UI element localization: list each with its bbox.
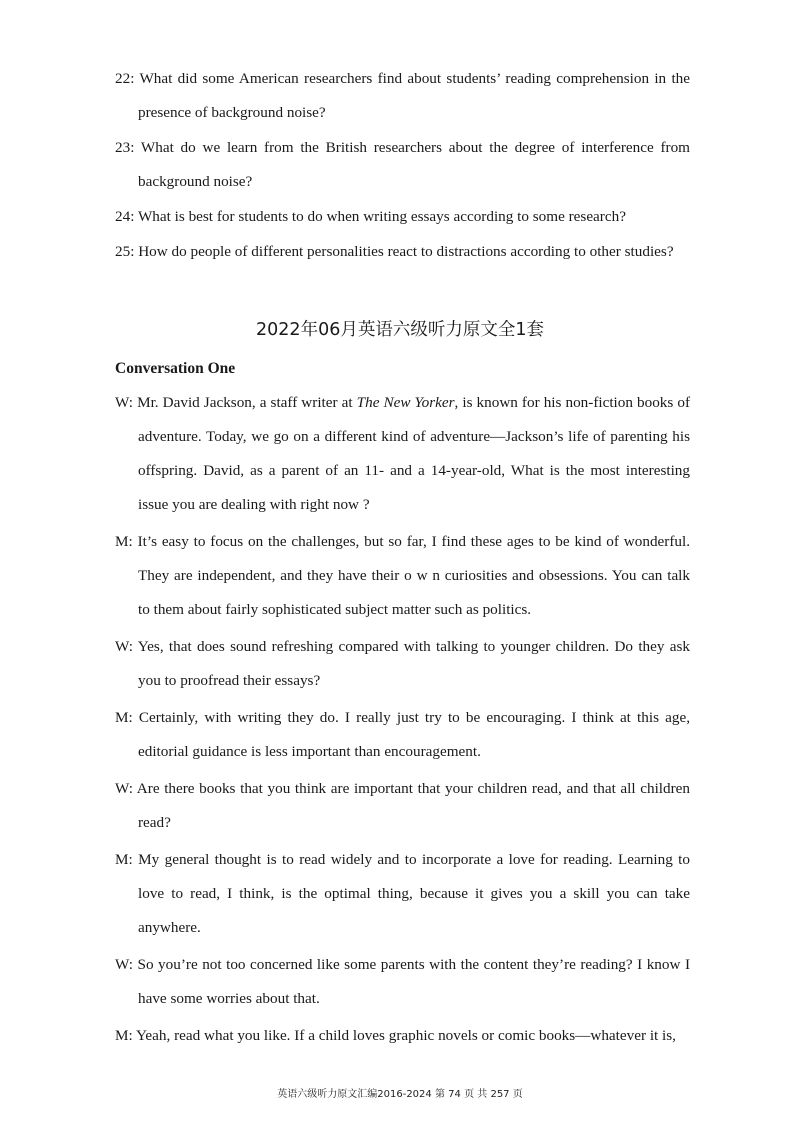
question-item [115,235,690,269]
question-number: 25: [115,243,135,260]
question-item [115,131,690,199]
dialogue-turn [115,525,690,627]
question-item [115,62,690,130]
question-item [115,200,690,234]
question-text: What is best for students to do when writing essays according to some research? [137,208,626,225]
dialogue-text: So you’re not too concerned like some parents with the content they’re reading? I know I have some worries about that. [137,956,691,1007]
dialogue-turn [115,630,690,698]
question-number: 23: [115,139,135,156]
question-number: 24: [115,208,135,225]
question-text: What did some American researchers find about students’ reading comprehension in the presence of background noise? [138,70,690,121]
dialogue-turn [115,1019,690,1053]
dialogue-turn [115,386,690,522]
publication-title: The New Yorker [356,394,455,411]
speaker-label: W: [115,780,133,797]
speaker-label: W: [115,394,133,411]
dialogue-text: Certainly, with writing they do. I really just try to be encouraging. I think at this age, editorial guidance is less important than encouragement. [138,709,691,760]
footer-total-pages: 257 [490,1089,510,1100]
footer-source: 英语六级听力原文汇编2016-2024 [277,1089,432,1100]
question-list [115,62,690,270]
dialogue-turn [115,772,690,840]
footer-total-prefix: 共 [477,1089,488,1100]
speaker-label: M: [115,533,133,550]
footer-total-unit: 页 [512,1089,523,1100]
footer-page-prefix: 第 [434,1089,445,1100]
speaker-label: W: [115,956,133,973]
dialogue-text: My general thought is to read widely and to incorporate a love for reading. Learning to love to read, I think, is the optimal thing, because it gives you a skill you can take anywhere. [138,851,690,936]
dialogue-turn [115,948,690,1016]
conversation-heading: Conversation One [115,360,236,377]
speaker-label: M: [115,851,133,868]
dialogue-turn [115,701,690,769]
conversation [115,354,690,1056]
speaker-label: W: [115,638,133,655]
dialogue-text: , is known for his non-fiction books of adventure. Today, we go on a different kind of adventure—Jackson’s life of parenting his offspring. David, as a parent of an 11- and a 14-year-old, What is the most interesting issue you are dealing with right now ? [138,394,691,513]
dialogue-text: Mr. David Jackson, a staff writer at [137,394,357,411]
dialogue-text: Yes, that does sound refreshing compared with talking to younger children. Do they ask you to proofread their essays? [137,638,690,689]
question-text: What do we learn from the British researchers about the degree of interference from background noise? [138,139,690,190]
section-title: 2022年06月英语六级听力原文全1套 [256,320,544,340]
speaker-label: M: [115,709,133,726]
dialogue-text: It’s easy to focus on the challenges, but so far, I find these ages to be kind of wonderful. They are independent, and they have their o w n curiosities and obsessions. You can talk to them about fairly sophisticated subject matter such as politics. [137,533,691,618]
dialogue-turn [115,843,690,945]
speaker-label: M: [115,1027,133,1044]
page-footer [0,1085,800,1100]
footer-page-unit: 页 [464,1089,475,1100]
question-text: How do people of different personalities react to distractions according to other studies? [138,243,674,260]
question-number: 22: [115,70,135,87]
dialogue-text: Are there books that you think are important that your children read, and that all children read? [136,780,690,831]
dialogue-text: Yeah, read what you like. If a child loves graphic novels or comic books—whatever it is, [135,1027,676,1044]
footer-page-number: 74 [448,1089,461,1100]
